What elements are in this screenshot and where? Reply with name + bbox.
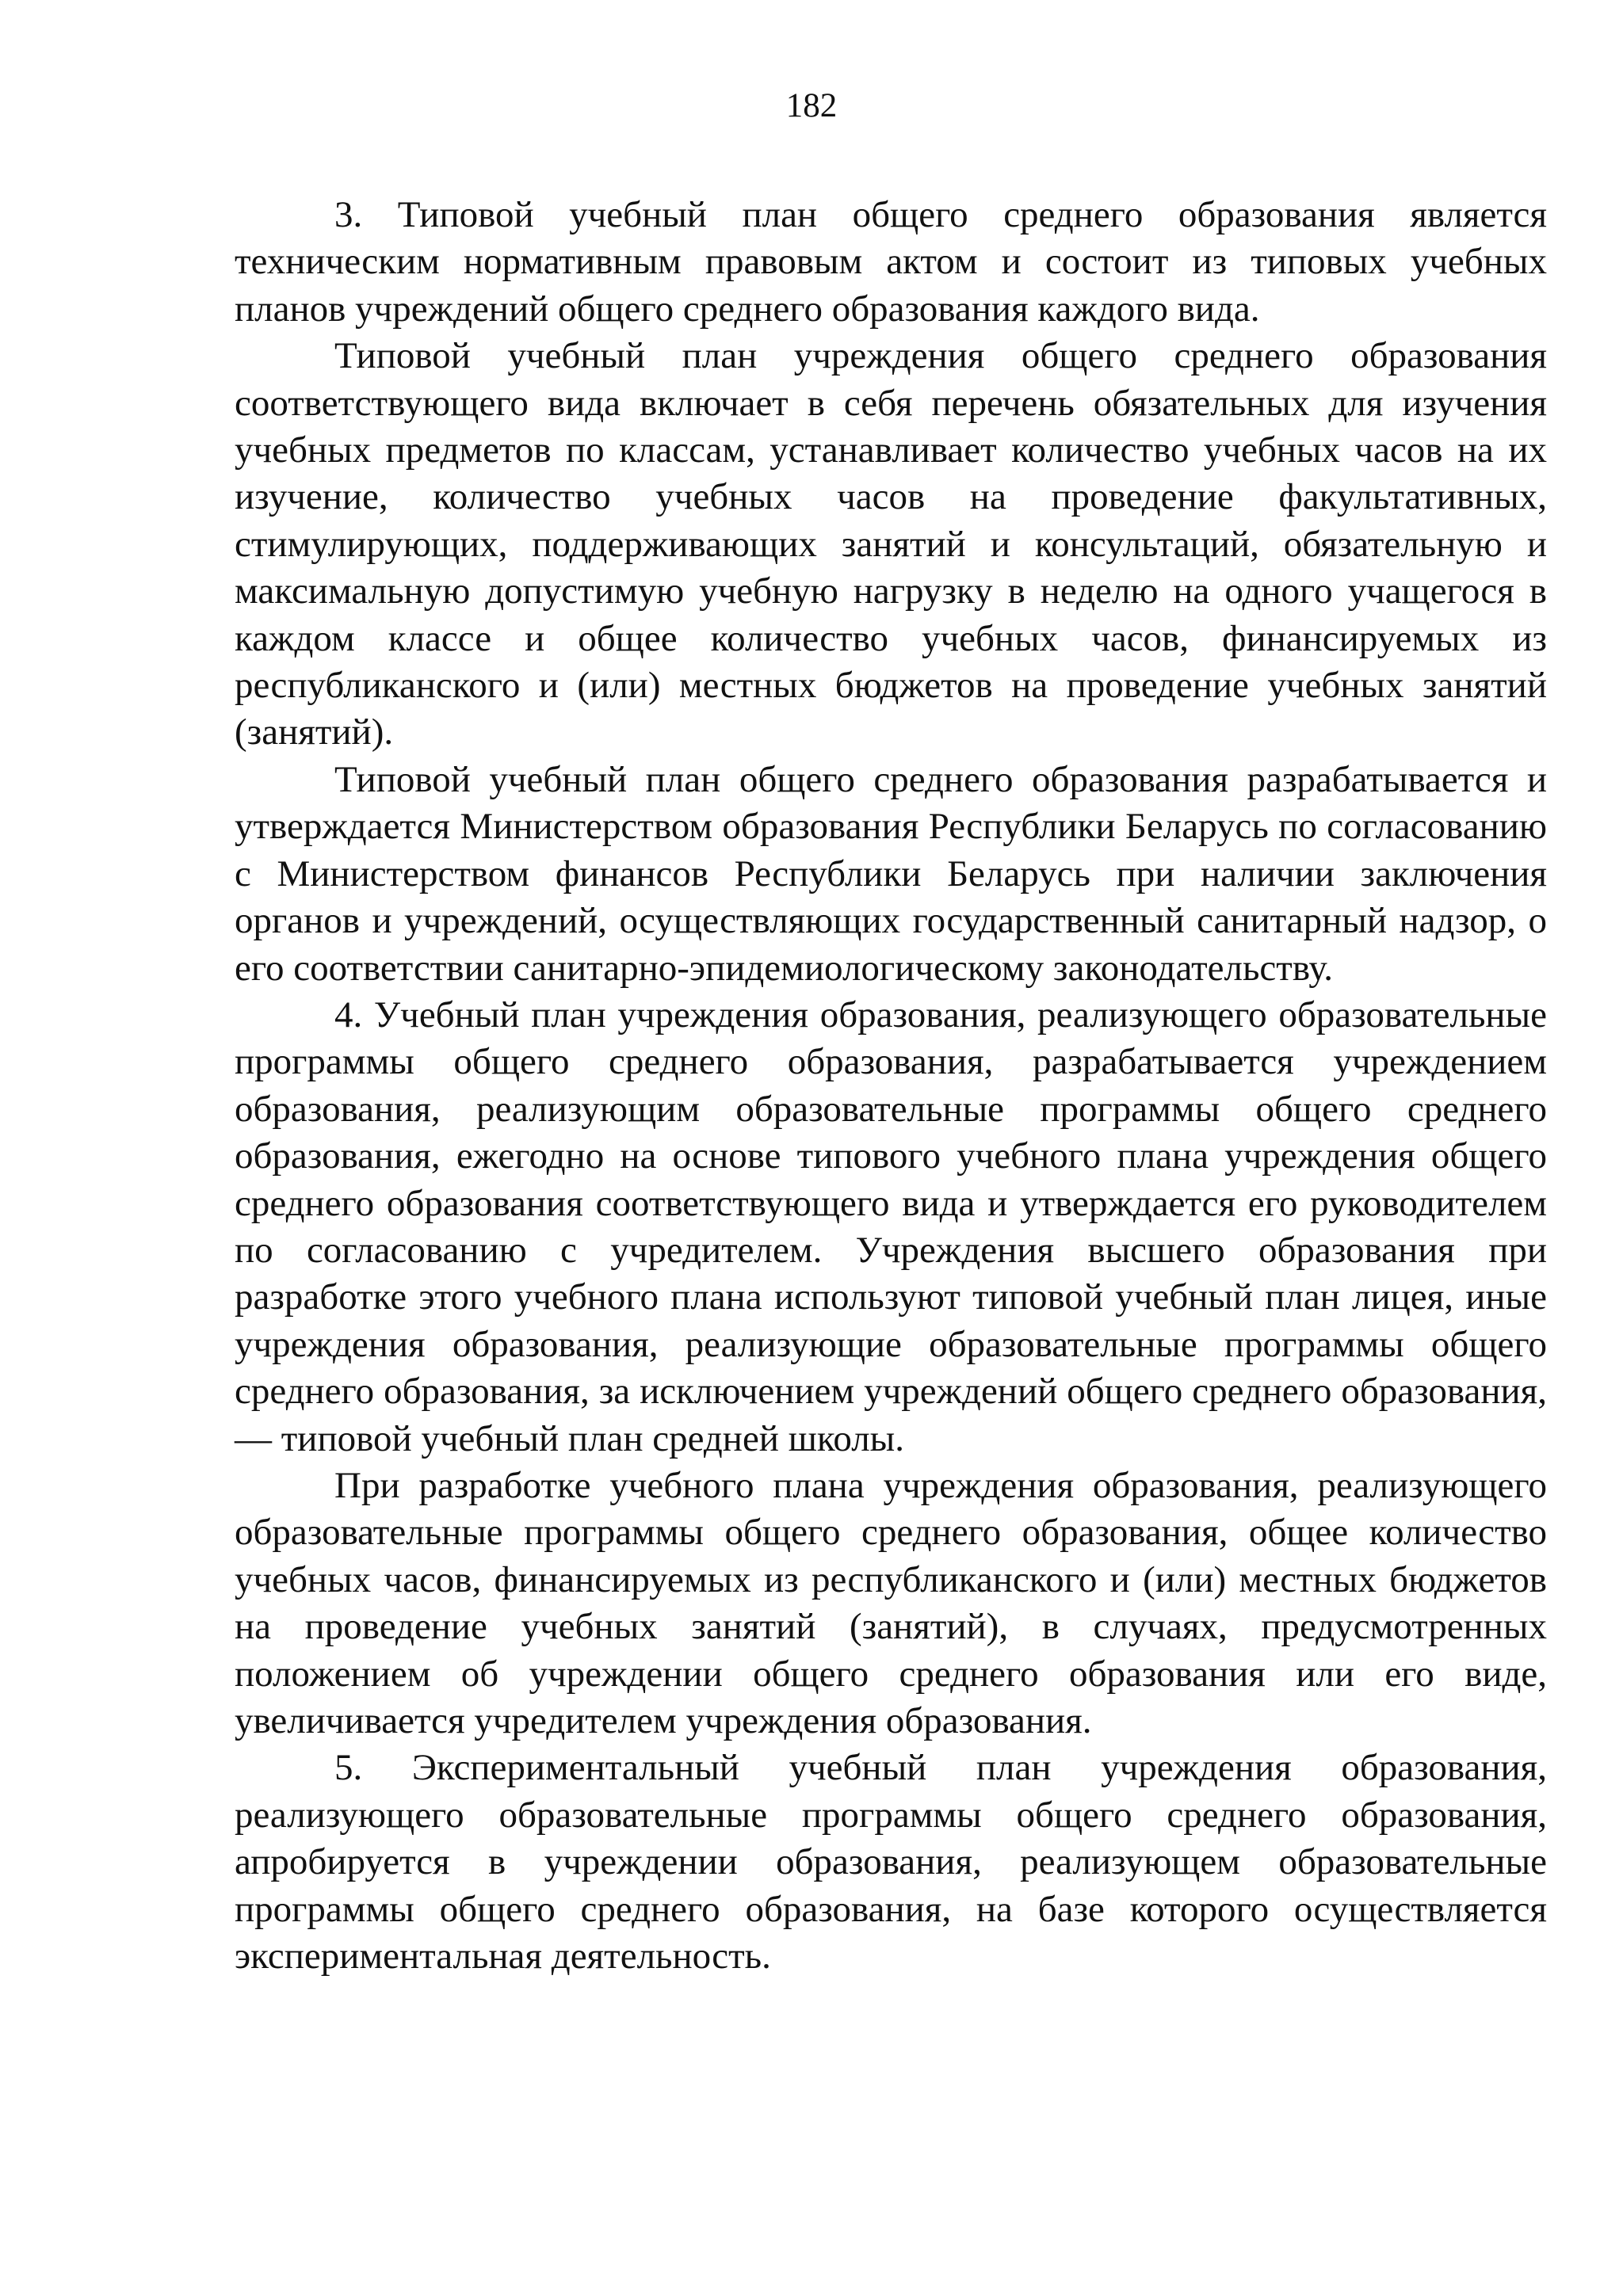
paragraph-hours-increase: При разработке учебного плана учреждения образования, реализующего образовательные программы общего среднего образования, общее количество учебных часов, финансируемых из республиканского и (или) местных бюджетов на проведение учебных занятий (занятий), в случаях, предусмотренных положением об учреждении общего среднего образования или его виде, увеличивается учредителем учреждения образования. bbox=[235, 1464, 1547, 1741]
paragraph-3: 3. Типовой учебный план общего среднего образования является техническим нормативным правовым актом и состоит из типовых учебных планов учреждений общего среднего образования каждого вида. bbox=[235, 194, 1547, 330]
page-number: 182 bbox=[785, 87, 838, 124]
document-body bbox=[235, 192, 1547, 1980]
paragraph-typical-plan-approval: Типовой учебный план общего среднего образования разрабатывается и утверждается Министерством образования Республики Беларусь по согласованию с Министерством финансов Республики Беларусь при наличии заключения органов и учреждений, осуществляющих государственный санитарный надзор, о его соответствии санитарно-эпидемиологическому законодательству. bbox=[235, 758, 1547, 989]
paragraph-typical-plan-content: Типовой учебный план учреждения общего среднего образования соответствующего вида включает в себя перечень обязательных для изучения учебных предметов по классам, устанавливает количество учебных часов на их изучение, количество учебных часов на проведение факультативных, стимулирующих, поддерживающих занятий и консультаций, обязательную и максимальную допустимую учебную нагрузку в неделю на одного учащегося в каждом классе и общее количество учебных часов, финансируемых из республиканского и (или) местных бюджетов на проведение учебных занятий (занятий). bbox=[235, 335, 1547, 753]
paragraph-5: 5. Экспериментальный учебный план учреждения образования, реализующего образовательные программы общего среднего образования, апробируется в учреждении образования, реализующем образовательные программы общего среднего образования, на базе которого осуществляется экспериментальная деятельность. bbox=[235, 1747, 1547, 1978]
paragraph-4: 4. Учебный план учреждения образования, реализующего образовательные программы общего среднего образования, разрабатывается учреждением образования, реализующим образовательные программы общего среднего образования, ежегодно на основе типового учебного плана учреждения общего среднего образования соответствующего вида и утверждается его руководителем по согласованию с учредителем. Учреждения высшего образования при разработке этого учебного плана используют типовой учебный план лицея, иные учреждения образования, реализующие образовательные программы общего среднего образования, за исключением учреждений общего среднего образования, — типовой учебный план средней школы. bbox=[235, 994, 1547, 1459]
